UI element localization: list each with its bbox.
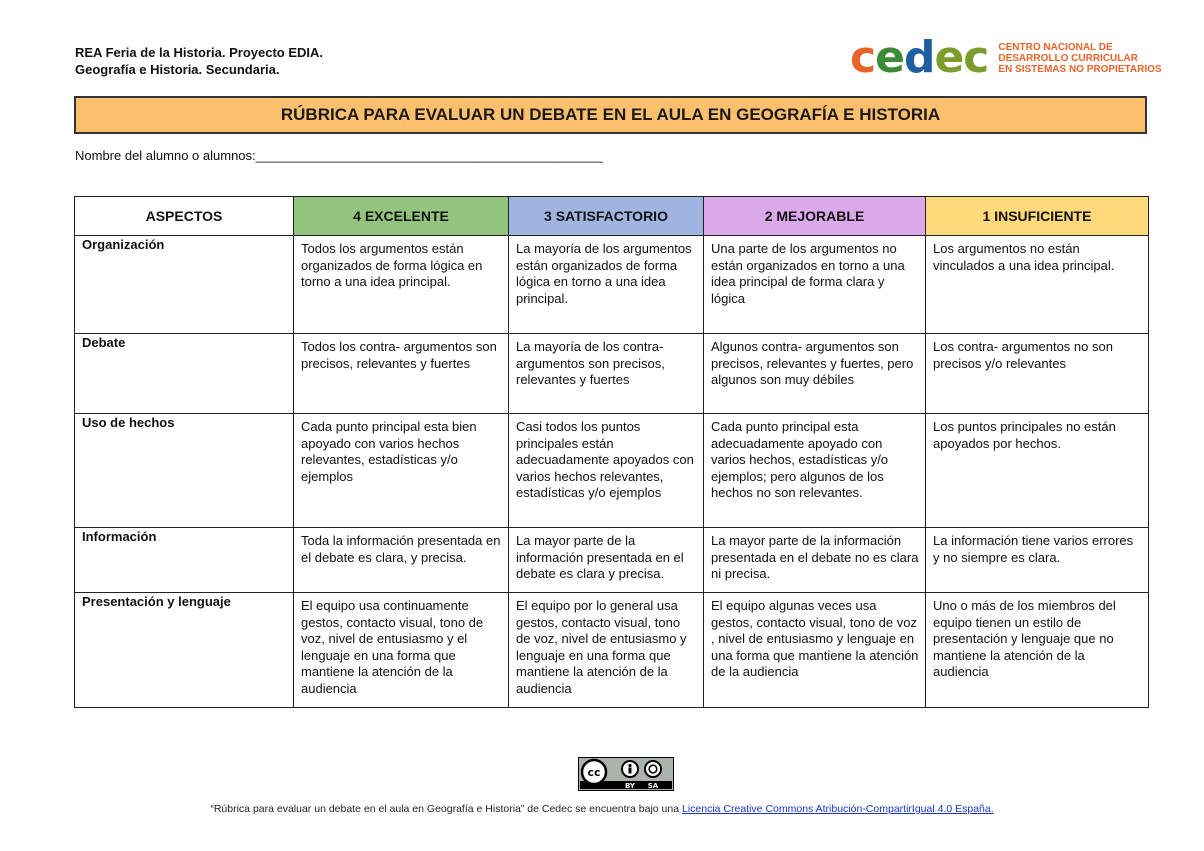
logo-letter-e: e [875,32,904,83]
logo-sub-line-2: DESARROLLO CURRICULAR [998,52,1138,64]
header-excelente: 4 EXCELENTE [294,197,509,236]
logo-letter-ec: ec [934,32,989,83]
criteria-cell: Cada punto principal esta adecuadamente apoyado con varios hechos, estadísticas y/o ejemplos; pero algunos de los hechos no son relevantes. [704,414,926,528]
criteria-cell: El equipo por lo general usa gestos, contacto visual, tono de voz, nivel de entusiasmo y lenguaje en una forma que mantiene la atención de la audiencia [509,593,704,708]
criteria-cell: La mayor parte de la información presentada en el debate es clara y precisa. [509,528,704,593]
aspect-label: Presentación y lenguaje [75,593,294,708]
cedec-logo-word [850,34,988,82]
header-insuficiente: 1 INSUFICIENTE [926,197,1149,236]
table-row [75,236,1149,334]
header-row [75,197,1149,236]
document-header [75,44,323,78]
criteria-cell: Todos los contra- argumentos son precisos, relevantes y fuertes [294,334,509,414]
header-mejorable: 2 MEJORABLE [704,197,926,236]
logo-letter-d: d [903,32,935,83]
logo-letter-c: c [850,32,876,83]
criteria-cell: El equipo usa continuamente gestos, contacto visual, tono de voz, nivel de entusiasmo y el lenguaje en una forma que mantiene la atención de la audiencia [294,593,509,708]
license-text: “Rúbrica para evaluar un debate en el aula en Geografía e Historia” de Cedec se encuentra bajo una [210,803,682,815]
cedec-logo-subtitle [998,42,1161,75]
share-alike-icon [645,761,661,777]
table-row [75,528,1149,593]
criteria-cell: Todos los argumentos están organizados de forma lógica en torno a una idea principal. [294,236,509,334]
header-aspectos: ASPECTOS [75,197,294,236]
license-link[interactable]: Licencia Creative Commons Atribución-CompartirIgual 4.0 España. [681,803,994,815]
cc-by-sa-license-icon[interactable] [578,757,674,791]
criteria-cell: La mayor parte de la información presentada en el debate no es clara ni precisa. [704,528,926,593]
criteria-cell: La mayoría de los contra- argumentos son precisos, relevantes y fuertes [509,334,704,414]
sa-label: SA [647,782,659,790]
student-name-line: Nombre del alumno o alumnos:________________________________________________ [75,148,603,163]
rubric-title: RÚBRICA PARA EVALUAR UN DEBATE EN EL AULA EN GEOGRAFÍA E HISTORIA [74,96,1147,134]
criteria-cell: Los puntos principales no están apoyados por hechos. [926,414,1149,528]
table-row [75,593,1149,708]
table-row [75,414,1149,528]
header-line-2: Geografía e Historia. Secundaria. [75,62,280,77]
criteria-cell: Toda la información presentada en el debate es clara, y precisa. [294,528,509,593]
header-satisfactorio: 3 SATISFACTORIO [509,197,704,236]
criteria-cell: Uno o más de los miembros del equipo tienen un estilo de presentación y lenguaje que no mantiene la atención de la audiencia [926,593,1149,708]
criteria-cell: La mayoría de los argumentos están organizados de forma lógica en torno a una idea principal. [509,236,704,334]
logo-sub-line-3: EN SISTEMAS NO PROPIETARIOS [998,63,1162,75]
svg-text:cc: cc [587,766,601,779]
criteria-cell: El equipo algunas veces usa gestos, contacto visual, tono de voz , nivel de entusiasmo y lenguaje en una forma que mantiene la atención de la audiencia [704,593,926,708]
criteria-cell: La información tiene varios errores y no siempre es clara. [926,528,1149,593]
criteria-cell: Los argumentos no están vinculados a una idea principal. [926,236,1149,334]
header-line-1: REA Feria de la Historia. Proyecto EDIA. [75,45,324,60]
criteria-cell: Cada punto principal esta bien apoyado con varios hechos relevantes, estadísticas y/o ejemplos [294,414,509,528]
aspect-label: Debate [75,334,294,414]
aspect-label: Información [75,528,294,593]
table-row [75,334,1149,414]
by-label: BY [624,782,636,790]
criteria-cell: Casi todos los puntos principales están adecuadamente apoyados con varios hechos relevantes, estadísticas y/o ejemplos [509,414,704,528]
rubric-table [74,196,1149,708]
license-footer [0,803,1204,815]
criteria-cell: Algunos contra- argumentos son precisos, relevantes y fuertes, pero algunos son muy débiles [704,334,926,414]
aspect-label: Uso de hechos [75,414,294,528]
aspect-label: Organización [75,236,294,334]
criteria-cell: Los contra- argumentos no son precisos y/o relevantes [926,334,1149,414]
logo-sub-line-1: CENTRO NACIONAL DE [998,41,1113,53]
criteria-cell: Una parte de los argumentos no están organizados en torno a una idea principal de forma clara y lógica [704,236,926,334]
cedec-logo [850,34,1162,82]
